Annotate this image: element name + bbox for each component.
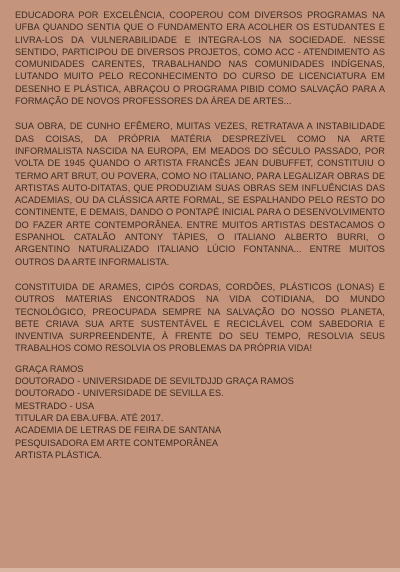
credit-line: ARTISTA PLÁSTICA. (15, 449, 102, 460)
paragraph-materials: CONSTITUIDA DE ARAMES, CIPÓS CORDAS, CORDÕES, PLÁSTICOS (LONAS) E OUTROS MATERIAS ENCONTRADOS NA VIDA COTIDIANA, DO MUNDO TECNOLÓGICO, PREOCUPADA SEMPRE NA SALVAÇÃO DO NOSSO PLANETA, BETE CRIAVA SUA ARTE SUSTENTÁVEL E RECICLÁVEL COM SABEDORIA E INVENTIVA SURPREENDENTE, À FRENTE DO SEU TEMPO, RESOLVIA SEUS TRABALHOS COMO RESOLVIA OS PROBLEMAS DA PRÓPRIA VIDA! (15, 281, 385, 354)
author-credits (15, 363, 385, 461)
credit-line: TITULAR DA EBA.UFBA. ATÉ 2017. (15, 412, 164, 423)
credit-line: ACADEMIA DE LETRAS DE FEIRA DE SANTANA (15, 425, 222, 436)
paragraph-educator: EDUCADORA POR EXCELÊNCIA, COOPEROU COM DIVERSOS PROGRAMAS NA UFBA QUANDO SENTIA QUE O FUNDAMENTO ERA ACOLHER OS ESTUDANTES E LIVRA-LOS DA VULNERABILIDADE E INTEGRA-LOS NA SOCIEDADE. NESSE SENTIDO, PARTICIPOU DE DIVERSOS PROJETOS, COMO ACC - ATENDIMENTO AS COMUNIDADES CARENTES, TRABALHANDO NAS COMUNIDADES INDÍGENAS, LUTANDO MUITO PELO RECONHECIMENTO DO CURSO DE LICENCIATURA EM DESENHO E PLÁSTICA, ABRAÇOU O PROGRAMA PIBID COMO SALVAÇÃO PARA A FORMAÇÃO DE NOVOS PROFESSORES DA ÁREA DE ARTES... (15, 10, 385, 107)
credit-line: DOUTORADO - UNIVERSIDADE DE SEVILLA ES. (15, 388, 224, 399)
page-bottom-edge (0, 568, 400, 572)
credit-line: DOUTORADO - UNIVERSIDADE DE SEVILTDJJD GRAÇA RAMOS (15, 376, 294, 387)
credit-line: PESQUISADORA EM ARTE CONTEMPORÂNEA (15, 437, 219, 448)
paragraph-artwork: SUA OBRA, DE CUNHO EFÊMERO, MUITAS VEZES, RETRATAVA A INSTABILIDADE DAS COISAS, DA PRÓPRIA MATÉRIA DESPREZÍVEL COMO NA ARTE INFORMALISTA NASCIDA NA EUROPA, EM MEADOS DO SÉCULO PASSADO, POR VOLTA DE 1945 QUANDO O ARTISTA FRANCÊS JEAN DUBUFFET, CONSTITUIU O TERMO ART BRUT, OU POVERA, COMO NO ITALIANO, PARA LEGALIZAR OBRAS DE ARTISTAS AUTO-DITATAS, QUE PRODUZIAM SUAS OBRAS SEM INFLUÊNCIAS DAS ACADEMIAS, OU DA CLÁSSICA ARTE FORMAL, SE ESPALHANDO PELO RESTO DO CONTINENTE, E DEMAIS, DANDO O PONTAPÉ INICIAL PARA O DESENVOLVIMENTO DO FAZER ARTE CONTEMPORÂNEA. ENTRE MUITOS ARTISTAS DESTACAMOS O ESPANHOL CATALÃO ANTONY TÀPIES, O ITALIANO ALBERTO BURRI, O ARGENTINO NATURALIZADO ITALIANO LÚCIO FONTANNA... ENTRE MUITOS OUTROS DA ARTE INFORMALISTA. (15, 121, 385, 267)
credit-author-name: GRAÇA RAMOS (15, 363, 84, 374)
credit-line: MESTRADO - USA (15, 400, 95, 411)
